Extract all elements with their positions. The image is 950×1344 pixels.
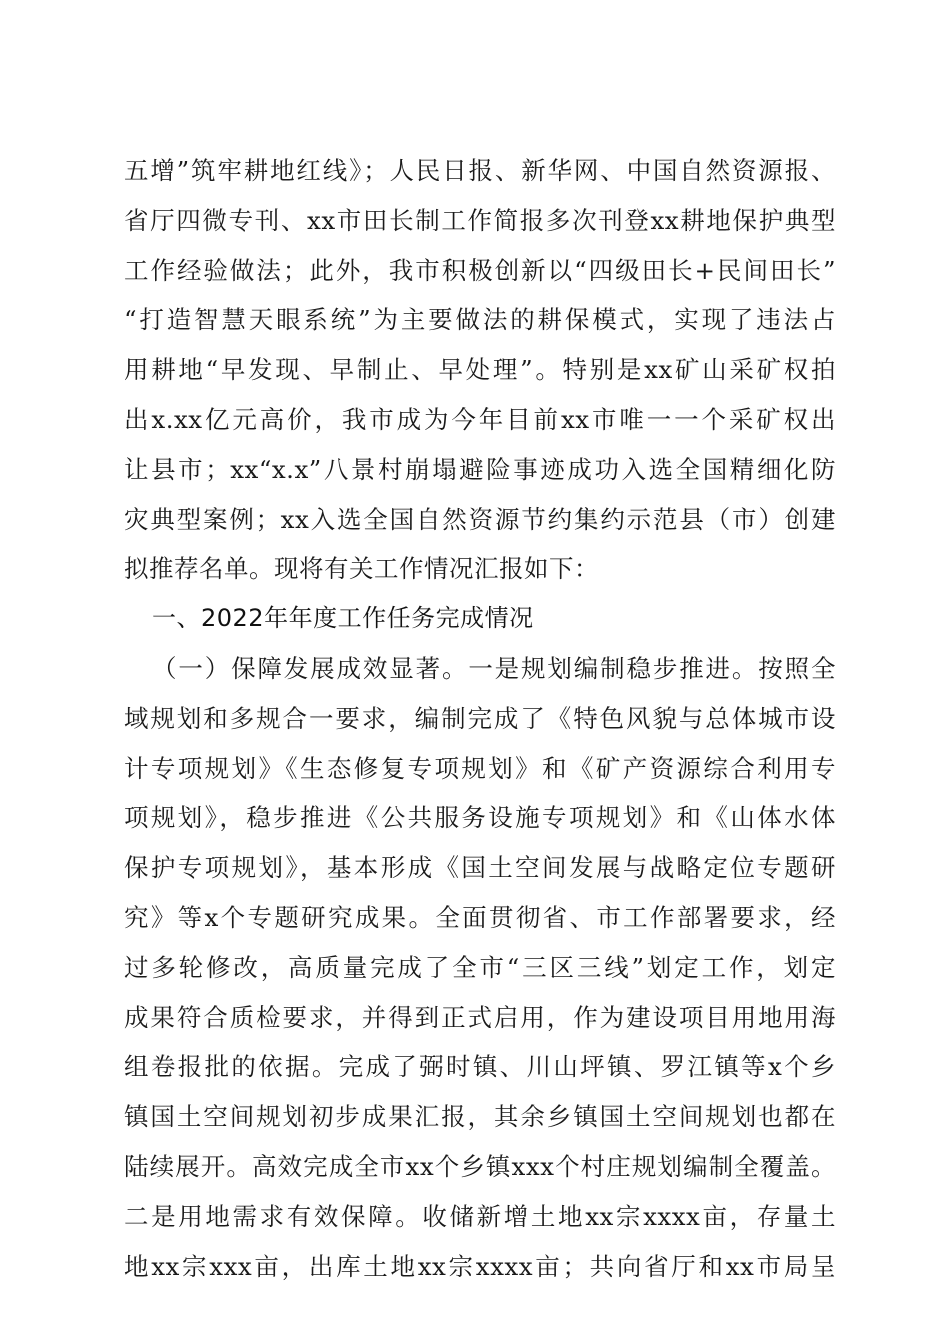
text-line: 过多轮修改，高质量完成了全市“三区三线”划定工作，划定 <box>124 952 836 982</box>
text-line: 陆续展开。高效完成全市xx个乡镇xxx个村庄规划编制全覆盖。 <box>124 1151 836 1181</box>
text-line: 项规划》，稳步推进《公共服务设施专项规划》和《山体水体 <box>124 803 836 833</box>
text-line: 镇国土空间规划初步成果汇报，其余乡镇国土空间规划也都在 <box>124 1102 836 1132</box>
paragraph-planning <box>124 644 836 1291</box>
text-line: 地xx宗xxx亩，出库土地xx宗xxxx亩；共向省厅和xx市局呈 <box>124 1251 836 1281</box>
text-line: 保护专项规划》，基本形成《国土空间发展与战略定位专题研 <box>124 853 836 883</box>
text-line: 省厅四微专刊、xx市田长制工作简报多次刊登xx耕地保护典型 <box>124 205 836 235</box>
text-line: 计专项规划》《生态修复专项规划》和《矿产资源综合利用专 <box>124 753 836 783</box>
document-body <box>124 146 836 1291</box>
text-line: 五增”筑牢耕地红线》；人民日报、新华网、中国自然资源报、 <box>124 156 836 185</box>
text-line: 究》等x个专题研究成果。全面贯彻省、市工作部署要求，经 <box>124 902 836 932</box>
text-line: （一）保障发展成效显著。一是规划编制稳步推进。按照全 <box>152 653 836 683</box>
text-line: 组卷报批的依据。完成了弼时镇、川山坪镇、罗江镇等x个乡 <box>124 1052 836 1082</box>
text-line: 出x.xx亿元高价，我市成为今年目前xx市唯一一个采矿权出 <box>124 404 836 434</box>
text-line: 工作经验做法；此外，我市积极创新以“四级田长+民间田长” <box>124 255 836 285</box>
text-line: 二是用地需求有效保障。收储新增土地xx宗xxxx亩，存量土 <box>124 1201 836 1231</box>
text-line: 域规划和多规合一要求，编制完成了《特色风貌与总体城市设 <box>124 703 836 733</box>
section-heading: 一、2022年年度工作任务完成情况 <box>152 604 534 633</box>
text-line: “打造智慧天眼系统”为主要做法的耕保模式，实现了违法占 <box>124 305 836 335</box>
text-line: 成果符合质检要求，并得到正式启用，作为建设项目用地用海 <box>124 1002 836 1032</box>
text-line: 拟推荐名单。现将有关工作情况汇报如下： <box>124 554 599 584</box>
paragraph-intro <box>124 146 836 594</box>
text-line: 让县市；xx“x.x”八景村崩塌避险事迹成功入选全国精细化防 <box>124 454 836 484</box>
text-line: 灾典型案例；xx入选全国自然资源节约集约示范县（市）创建 <box>124 504 836 534</box>
text-line: 用耕地“早发现、早制止、早处理”。特别是xx矿山采矿权拍 <box>124 355 836 385</box>
